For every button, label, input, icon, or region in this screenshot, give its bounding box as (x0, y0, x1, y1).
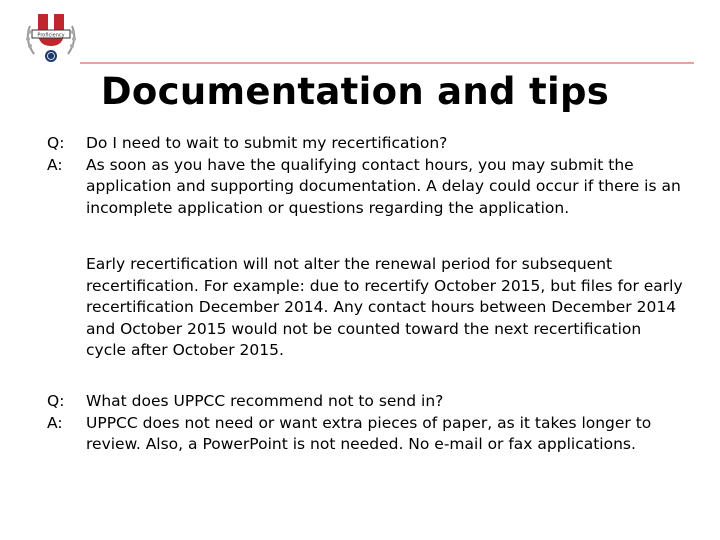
answer-followup-text: Early recertification will not alter the renewal period for subsequent recertification. For example: due to recertify October 2015, but files for early recertification December 2014. Any contact hours between December 2014 and October 2015 would not be counted toward the next recertification cycle after October 2015. (86, 255, 683, 359)
qa-block-1 (47, 133, 687, 219)
answer-text: UPPCC does not need or want extra pieces of paper, as it takes longer to review. Also, a PowerPoint is not needed. No e-mail or fax applications. (86, 413, 652, 453)
question-tag: Q: (47, 134, 65, 152)
answer-row (47, 413, 687, 456)
answer-text: As soon as you have the qualifying contact hours, you may submit the application and supporting documentation. A delay could occur if there is an incomplete application or questions regarding the application. (86, 155, 681, 217)
answer-row (47, 155, 687, 220)
answer-tag: A: (47, 155, 63, 174)
uppcc-logo (22, 12, 80, 64)
question-row (47, 133, 687, 155)
question-row (47, 391, 687, 413)
answer-tag: A: (47, 413, 63, 432)
qa-block-2 (47, 391, 687, 456)
logo-banner-text: Proficiency (37, 32, 65, 39)
question-text: What does UPPCC recommend not to send in? (86, 392, 444, 410)
question-tag: Q: (47, 392, 65, 410)
question-text: Do I need to wait to submit my recertification? (86, 134, 448, 152)
title-divider (80, 62, 694, 64)
page-title: Documentation and tips (100, 70, 610, 113)
